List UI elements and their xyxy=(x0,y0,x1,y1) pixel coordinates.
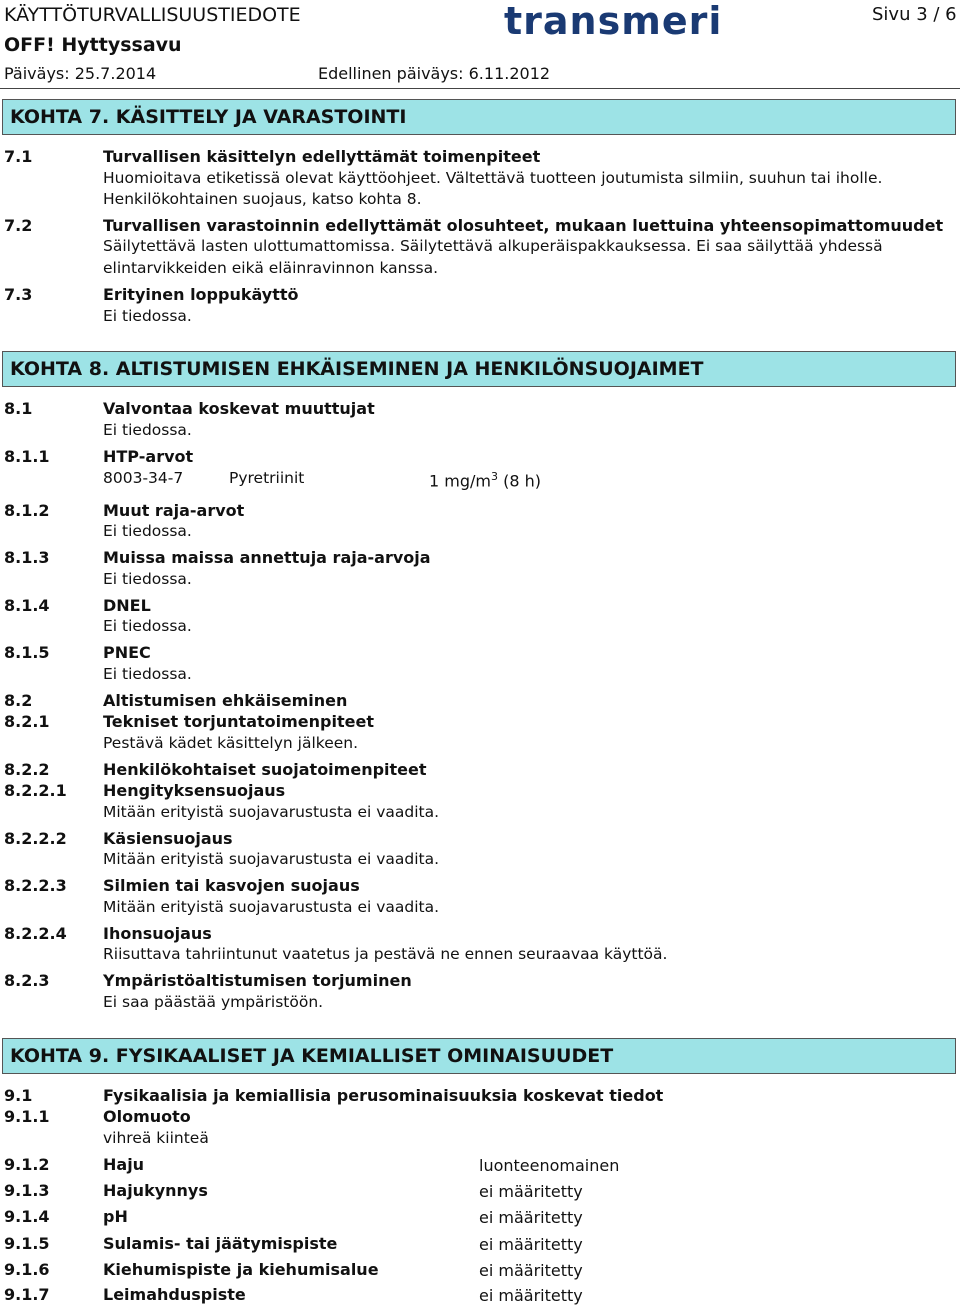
subsection-title: Käsiensuojaus xyxy=(103,829,233,848)
subsection-9-1 xyxy=(4,1086,663,1105)
body-text: Ei tiedossa. xyxy=(103,307,192,325)
property-row-9-1-5 xyxy=(4,1234,337,1253)
subsection-9-1-1 xyxy=(4,1107,191,1126)
subsection-number: 9.1.6 xyxy=(4,1260,50,1279)
subsection-8-2-2-4 xyxy=(4,924,212,943)
subsection-title: PNEC xyxy=(103,643,151,662)
htp-value-exponent: 3 xyxy=(490,470,498,483)
subsection-8-1-3 xyxy=(4,548,431,567)
subsection-8-2-3 xyxy=(4,971,412,990)
subsection-title: Olomuoto xyxy=(103,1107,191,1126)
body-text: Riisuttava tahriintunut vaatetus ja pestävä ne ennen seuraavaa käyttöä. xyxy=(103,945,668,963)
subsection-number: 9.1.7 xyxy=(4,1285,50,1304)
body-text: Mitään erityistä suojavarustusta ei vaadita. xyxy=(103,898,440,916)
property-row-9-1-3 xyxy=(4,1181,208,1200)
subsection-number: 8.2.3 xyxy=(4,971,50,990)
body-text: Ei tiedossa. xyxy=(103,570,192,588)
body-text: elintarvikkeiden eikä eläinravinnon kanssa. xyxy=(103,259,439,277)
subsection-title: Turvallisen varastoinnin edellyttämät olosuhteet, mukaan luettuina yhteensopimattomuudet xyxy=(103,216,944,235)
subsection-title: Muissa maissa annettuja raja-arvoja xyxy=(103,548,431,567)
section-8-header xyxy=(2,351,956,387)
body-text: Mitään erityistä suojavarustusta ei vaadita. xyxy=(103,850,440,868)
subsection-title: Ihonsuojaus xyxy=(103,924,212,943)
subsection-number: 8.1.1 xyxy=(4,447,50,466)
product-name: OFF! Hyttyssavu xyxy=(4,34,182,56)
subsection-title: Ympäristöaltistumisen torjuminen xyxy=(103,971,412,990)
subsection-title: Muut raja-arvot xyxy=(103,501,245,520)
body-text: Ei tiedossa. xyxy=(103,522,192,540)
property-name: pH xyxy=(103,1207,128,1226)
property-name: Haju xyxy=(103,1155,145,1174)
transmeri-logo xyxy=(504,2,728,46)
property-row-9-1-6 xyxy=(4,1260,379,1279)
subsection-number: 8.1.3 xyxy=(4,548,50,567)
property-name: Sulamis- tai jäätymispiste xyxy=(103,1234,338,1253)
subsection-number: 8.2.1 xyxy=(4,712,50,731)
subsection-number: 8.2 xyxy=(4,691,33,710)
subsection-8-1-5 xyxy=(4,643,151,662)
subsection-number: 8.2.2 xyxy=(4,760,50,779)
property-name: Leimahduspiste xyxy=(103,1285,246,1304)
property-value: luonteenomainen xyxy=(479,1156,620,1175)
subsection-title: Henkilökohtaiset suojatoimenpiteet xyxy=(103,760,427,779)
body-text: Henkilökohtainen suojaus, katso kohta 8. xyxy=(103,190,422,208)
subsection-number: 9.1 xyxy=(4,1086,33,1105)
body-text: Ei tiedossa. xyxy=(103,617,192,635)
property-name: Hajukynnys xyxy=(103,1181,208,1200)
property-value: ei määritetty xyxy=(479,1235,583,1254)
subsection-number: 7.3 xyxy=(4,285,33,304)
body-text: Huomioitava etiketissä olevat käyttöohjeet. Vältettävä tuotteen joutumista silmiin, suuhun tai iholle. xyxy=(103,169,883,187)
subsection-8-2-1 xyxy=(4,712,374,731)
subsection-7-1 xyxy=(4,147,540,166)
document-date: Päiväys: 25.7.2014 xyxy=(4,64,157,83)
subsection-number: 9.1.2 xyxy=(4,1155,50,1174)
subsection-8-1-4 xyxy=(4,596,151,615)
subsection-8-2-2-2 xyxy=(4,829,233,848)
property-value: ei määritetty xyxy=(479,1208,583,1227)
subsection-number: 8.1.5 xyxy=(4,643,50,662)
subsection-8-2 xyxy=(4,691,347,710)
subsection-7-3 xyxy=(4,285,299,304)
subsection-number: 9.1.4 xyxy=(4,1207,50,1226)
subsection-title: Altistumisen ehkäiseminen xyxy=(103,691,348,710)
htp-cas-number: 8003-34-7 xyxy=(103,469,184,487)
subsection-title: HTP-arvot xyxy=(103,447,194,466)
subsection-7-2 xyxy=(4,216,943,235)
property-value: ei määritetty xyxy=(479,1182,583,1201)
body-text: vihreä kiinteä xyxy=(103,1129,209,1147)
subsection-number: 7.1 xyxy=(4,147,33,166)
subsection-number: 9.1.5 xyxy=(4,1234,50,1253)
subsection-title: Erityinen loppukäyttö xyxy=(103,285,299,304)
section-9-title: KOHTA 9. FYSIKAALISET JA KEMIALLISET OMINAISUUDET xyxy=(10,1045,614,1067)
body-text: Säilytettävä lasten ulottumattomissa. Säilytettävä alkuperäispakkauksessa. Ei saa säilyttää yhdessä xyxy=(103,237,883,255)
subsection-8-1-1 xyxy=(4,447,193,466)
logo-text: transmeri xyxy=(504,2,723,42)
subsection-title: Turvallisen käsittelyn edellyttämät toimenpiteet xyxy=(103,147,541,166)
subsection-number: 8.1 xyxy=(4,399,33,418)
subsection-number: 8.2.2.2 xyxy=(4,829,67,848)
htp-value-number: 1 mg/m xyxy=(429,471,491,491)
subsection-title: Valvontaa koskevat muuttujat xyxy=(103,399,375,418)
property-row-9-1-2 xyxy=(4,1155,144,1174)
body-text: Pestävä kädet käsittelyn jälkeen. xyxy=(103,734,359,752)
body-text: Ei saa päästää ympäristöön. xyxy=(103,993,324,1011)
htp-value-time: (8 h) xyxy=(497,471,541,491)
htp-substance: Pyretriinit xyxy=(229,469,305,487)
subsection-8-2-2-3 xyxy=(4,876,360,895)
property-row-9-1-4 xyxy=(4,1207,128,1226)
subsection-title: Fysikaalisia ja kemiallisia perusominaisuuksia koskevat tiedot xyxy=(103,1086,664,1105)
subsection-number: 8.1.2 xyxy=(4,501,50,520)
subsection-title: Hengityksensuojaus xyxy=(103,781,286,800)
subsection-number: 8.2.2.4 xyxy=(4,924,67,943)
previous-date: Edellinen päiväys: 6.11.2012 xyxy=(318,64,551,83)
htp-value xyxy=(429,470,541,490)
section-8-title: KOHTA 8. ALTISTUMISEN EHKÄISEMINEN JA HENKILÖNSUOJAIMET xyxy=(10,358,704,380)
subsection-number: 8.1.4 xyxy=(4,596,50,615)
subsection-8-2-2 xyxy=(4,760,427,779)
section-7-header xyxy=(2,99,956,135)
section-7-title: KOHTA 7. KÄSITTELY JA VARASTOINTI xyxy=(10,106,407,128)
subsection-title: Tekniset torjuntatoimenpiteet xyxy=(103,712,374,731)
subsection-number: 7.2 xyxy=(4,216,33,235)
property-value: ei määritetty xyxy=(479,1261,583,1280)
subsection-number: 8.2.2.1 xyxy=(4,781,67,800)
subsection-number: 9.1.1 xyxy=(4,1107,50,1126)
property-value: ei määritetty xyxy=(479,1286,583,1305)
subsection-8-2-2-1 xyxy=(4,781,285,800)
subsection-8-1 xyxy=(4,399,375,418)
property-name: Kiehumispiste ja kiehumisalue xyxy=(103,1260,379,1279)
document-title: KÄYTTÖTURVALLISUUSTIEDOTE xyxy=(4,4,301,26)
section-9-header xyxy=(2,1038,956,1074)
subsection-title: DNEL xyxy=(103,596,151,615)
subsection-number: 8.2.2.3 xyxy=(4,876,67,895)
header-divider xyxy=(0,88,960,89)
subsection-8-1-2 xyxy=(4,501,244,520)
page-number: Sivu 3 / 6 xyxy=(872,4,957,25)
subsection-number: 9.1.3 xyxy=(4,1181,50,1200)
subsection-title: Silmien tai kasvojen suojaus xyxy=(103,876,360,895)
body-text: Ei tiedossa. xyxy=(103,421,192,439)
property-row-9-1-7 xyxy=(4,1285,246,1304)
body-text: Ei tiedossa. xyxy=(103,665,192,683)
body-text: Mitään erityistä suojavarustusta ei vaadita. xyxy=(103,803,440,821)
